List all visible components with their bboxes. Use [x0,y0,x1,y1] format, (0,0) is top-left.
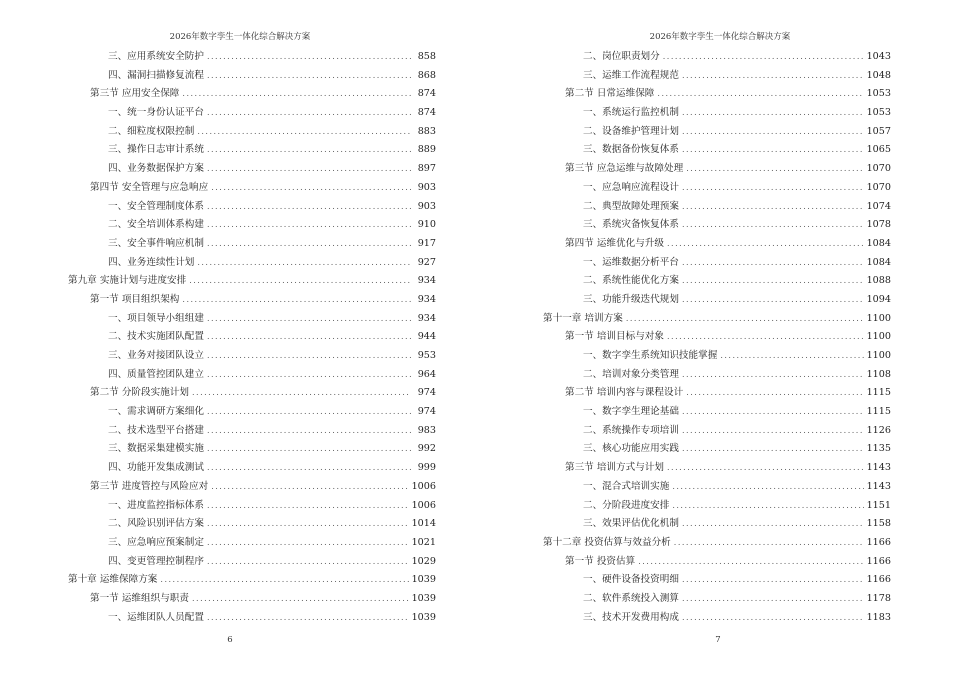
toc-entry-page: 858 [417,51,436,62]
toc-entry-title: 第九章 实施计划与进度安排 [68,275,187,287]
toc-entry[interactable] [68,104,436,123]
toc-entry-title: 四、质量管控团队建立 [108,368,204,380]
table-of-contents [68,48,436,627]
toc-entry[interactable] [68,384,436,403]
toc-entry-page: 1006 [411,499,436,511]
toc-leader-dots [207,67,411,86]
toc-entry[interactable] [68,553,436,572]
toc-leader-dots [189,272,411,291]
toc-leader-dots [211,478,408,497]
toc-entry[interactable] [543,198,891,217]
toc-entry-page: 1057 [866,125,891,137]
toc-entry-title: 三、应用系统安全防护 [108,51,204,62]
toc-leader-dots [672,497,863,516]
toc-leader-dots [638,553,863,572]
toc-entry-title: 四、功能开发集成测试 [108,462,204,474]
toc-leader-dots [674,534,864,553]
toc-entry-page: 1084 [866,237,891,249]
toc-entry[interactable] [543,48,891,67]
toc-leader-dots [657,85,863,104]
toc-entry-page: 1039 [411,592,436,604]
toc-entry[interactable] [68,310,436,329]
toc-leader-dots [207,440,411,459]
toc-leader-dots [626,310,864,329]
toc-entry-page: 1135 [866,443,891,455]
toc-entry-title: 三、运维工作流程规范 [583,69,679,81]
toc-leader-dots [682,141,864,160]
toc-leader-dots [682,403,864,422]
toc-entry[interactable] [543,328,891,347]
toc-entry-page: 1043 [866,51,891,62]
toc-entry[interactable] [543,160,891,179]
toc-entry-title: 第一节 运维组织与职责 [90,592,189,604]
toc-leader-dots [207,459,411,478]
toc-entry-page: 1053 [866,107,891,119]
toc-leader-dots [160,571,408,590]
toc-leader-dots [192,384,411,403]
toc-entry-title: 一、硬件设备投资明细 [583,574,679,586]
toc-entry-page: 1039 [411,574,436,586]
toc-entry[interactable] [68,459,436,478]
toc-leader-dots [682,422,864,441]
toc-entry-title: 三、操作日志审计系统 [108,144,204,156]
right-page [480,0,960,682]
toc-entry-title: 三、数据采集建模实施 [108,443,204,455]
page-number: 7 [715,635,721,645]
toc-leader-dots [667,459,864,478]
toc-entry-page: 999 [417,462,436,474]
toc-entry[interactable] [68,347,436,366]
toc-entry-title: 第一节 项目组织架构 [90,293,180,305]
toc-entry-page: 883 [417,125,436,137]
toc-entry[interactable] [543,571,891,590]
toc-entry-title: 一、混合式培训实施 [583,480,670,492]
toc-entry-page: 934 [417,275,436,287]
toc-entry[interactable] [543,291,891,310]
toc-leader-dots [197,123,411,142]
toc-entry-title: 三、功能升级迭代规划 [583,293,679,305]
toc-entry-page: 974 [417,387,436,399]
toc-entry-title: 一、运维数据分析平台 [583,256,679,268]
toc-leader-dots [207,609,409,628]
toc-entry-page: 903 [417,200,436,212]
toc-entry[interactable] [543,235,891,254]
toc-entry-title: 二、技术选型平台搭建 [108,424,204,436]
toc-entry-page: 983 [417,424,436,436]
toc-entry[interactable] [68,123,436,142]
toc-entry-page: 1006 [411,480,436,492]
toc-entry-title: 三、系统灾备恢复体系 [583,219,679,231]
toc-entry[interactable] [68,85,436,104]
toc-entry-title: 三、安全事件响应机制 [108,237,204,249]
toc-entry-title: 二、培训对象分类管理 [583,368,679,380]
toc-entry-page: 1183 [866,611,891,623]
toc-leader-dots [686,160,863,179]
toc-leader-dots [207,422,411,441]
toc-entry-title: 第四节 安全管理与应急响应 [90,181,209,193]
toc-entry-title: 二、系统性能优化方案 [583,275,679,287]
toc-leader-dots [207,104,411,123]
toc-leader-dots [207,160,411,179]
toc-entry-page: 1100 [866,312,891,324]
toc-entry-title: 三、技术开发费用构成 [583,611,679,623]
toc-entry-title: 二、细粒度权限控制 [108,125,195,137]
toc-leader-dots [682,67,864,86]
toc-leader-dots [207,48,411,67]
toc-leader-dots [682,590,864,609]
toc-entry-title: 四、漏洞扫描修复流程 [108,69,204,81]
toc-entry-title: 第三节 应急运维与故障处理 [565,163,684,175]
toc-leader-dots [682,123,864,142]
toc-entry[interactable] [68,478,436,497]
toc-leader-dots [686,384,863,403]
toc-entry[interactable] [543,534,891,553]
toc-entry-page: 874 [417,88,436,100]
toc-entry[interactable] [68,198,436,217]
toc-entry[interactable] [543,497,891,516]
toc-entry-page: 917 [417,237,436,249]
toc-leader-dots [682,571,864,590]
toc-entry-title: 三、数据备份恢复体系 [583,144,679,156]
toc-entry-page: 934 [417,312,436,324]
toc-entry-title: 第三节 应用安全保障 [90,88,180,100]
toc-entry[interactable] [68,609,436,628]
toc-leader-dots [682,609,864,628]
toc-entry[interactable] [543,272,891,291]
toc-entry[interactable] [543,553,891,572]
toc-leader-dots [207,235,411,254]
toc-entry[interactable] [543,384,891,403]
toc-entry-title: 一、运维团队人员配置 [108,611,204,623]
toc-entry-page: 1143 [866,462,891,474]
toc-entry-title: 三、效果评估优化机制 [583,518,679,530]
toc-entry-page: 1143 [866,480,891,492]
toc-entry-title: 第二节 培训内容与课程设计 [565,387,684,399]
toc-leader-dots [207,141,411,160]
toc-entry[interactable] [68,515,436,534]
toc-entry-page: 903 [417,181,436,193]
toc-entry[interactable] [68,422,436,441]
toc-entry-title: 一、数字孪生系统知识技能掌握 [583,350,718,361]
toc-leader-dots [682,366,864,385]
toc-entry-title: 四、业务连续性计划 [108,256,195,268]
toc-entry-page: 1178 [866,592,891,604]
toc-entry-title: 一、数字孪生理论基础 [583,406,679,418]
toc-entry-title: 四、业务数据保护方案 [108,163,204,175]
toc-entry-title: 四、变更管理控制程序 [108,555,204,567]
toc-entry-page: 1166 [866,574,891,586]
toc-entry[interactable] [543,216,891,235]
toc-leader-dots [192,590,409,609]
toc-leader-dots [197,254,411,273]
toc-entry-page: 964 [417,368,436,380]
toc-entry[interactable] [543,123,891,142]
toc-entry[interactable] [68,590,436,609]
toc-entry[interactable] [543,515,891,534]
toc-entry[interactable] [68,67,436,86]
toc-entry[interactable] [68,48,436,67]
toc-entry-title: 第二节 分阶段实施计划 [90,387,189,399]
toc-leader-dots [667,235,864,254]
toc-entry-page: 1166 [866,536,891,548]
page-header: 2026年数字孪生一体化综合解决方案 [169,32,311,42]
toc-entry-title: 二、安全培训体系构建 [108,219,204,231]
toc-entry-page: 868 [417,69,436,81]
toc-entry-page: 1070 [866,181,891,193]
toc-leader-dots [682,104,864,123]
toc-entry[interactable] [68,216,436,235]
toc-entry-page: 889 [417,144,436,156]
table-of-contents [543,48,891,627]
toc-entry-page: 1084 [866,256,891,268]
toc-entry[interactable] [68,291,436,310]
toc-entry-title: 第一节 投资估算 [565,555,636,567]
toc-entry-title: 一、项目领导小组组建 [108,312,204,324]
toc-entry-page: 1053 [866,88,891,100]
toc-leader-dots [672,478,863,497]
toc-entry-title: 二、软件系统投入测算 [583,592,679,604]
toc-leader-dots [207,553,409,572]
toc-entry-page: 1088 [866,275,891,287]
toc-entry[interactable] [543,590,891,609]
toc-entry[interactable] [68,497,436,516]
toc-entry-title: 第十章 运维保障方案 [68,574,158,586]
toc-entry-page: 1065 [866,144,891,156]
toc-entry-page: 1074 [866,200,891,212]
toc-leader-dots [207,497,409,516]
toc-entry[interactable] [543,179,891,198]
toc-entry[interactable] [68,328,436,347]
toc-entry-title: 三、业务对接团队设立 [108,350,204,361]
toc-entry[interactable] [68,272,436,291]
toc-entry-title: 第一节 培训目标与对象 [565,331,664,343]
toc-entry[interactable] [68,254,436,273]
toc-leader-dots [207,534,409,553]
toc-leader-dots [207,198,411,217]
page-number: 6 [227,635,233,645]
toc-entry-page: 1014 [411,518,436,530]
toc-leader-dots [682,254,864,273]
toc-entry-title: 一、进度监控指标体系 [108,499,204,511]
toc-entry[interactable] [543,67,891,86]
toc-leader-dots [682,179,864,198]
toc-leader-dots [207,515,409,534]
toc-entry-page: 910 [417,219,436,231]
toc-entry[interactable] [68,366,436,385]
toc-entry[interactable] [543,347,891,366]
toc-entry-title: 二、设备维护管理计划 [583,125,679,137]
toc-leader-dots [667,328,864,347]
toc-entry-title: 二、典型故障处理预案 [583,200,679,212]
toc-entry-page: 874 [417,107,436,119]
toc-entry-title: 二、风险识别评估方案 [108,518,204,530]
toc-entry-page: 1100 [866,331,891,343]
toc-entry-title: 第十二章 投资估算与效益分析 [543,536,671,548]
toc-entry-title: 第十一章 培训方案 [543,312,623,324]
toc-entry-title: 第二节 日常运维保障 [565,88,655,100]
toc-entry-page: 1070 [866,163,891,175]
toc-entry-page: 1100 [866,350,891,361]
toc-leader-dots [207,366,411,385]
toc-entry-title: 一、安全管理制度体系 [108,200,204,212]
toc-leader-dots [207,310,411,329]
toc-entry-page: 944 [417,331,436,343]
toc-entry-page: 953 [417,350,436,361]
page-header: 2026年数字孪生一体化综合解决方案 [649,32,791,42]
toc-entry-page: 1158 [866,518,891,530]
toc-leader-dots [207,347,411,366]
toc-leader-dots [207,403,411,422]
toc-leader-dots [211,179,411,198]
toc-leader-dots [207,328,411,347]
toc-entry-page: 1166 [866,555,891,567]
toc-leader-dots [682,272,864,291]
toc-leader-dots [682,291,864,310]
toc-entry[interactable] [68,141,436,160]
toc-leader-dots [720,347,863,366]
toc-entry-title: 一、系统运行监控机制 [583,107,679,119]
toc-leader-dots [207,216,411,235]
toc-leader-dots [663,48,864,67]
toc-leader-dots [182,85,411,104]
toc-entry[interactable] [543,104,891,123]
toc-entry-page: 897 [417,163,436,175]
toc-entry-page: 934 [417,293,436,305]
toc-entry-title: 一、应急响应流程设计 [583,181,679,193]
toc-entry[interactable] [543,478,891,497]
toc-entry-title: 第三节 进度管控与风险应对 [90,480,209,492]
toc-leader-dots [182,291,411,310]
toc-entry-page: 1021 [411,536,436,548]
toc-entry-title: 二、系统操作专项培训 [583,424,679,436]
toc-entry-page: 1048 [866,69,891,81]
toc-entry[interactable] [543,440,891,459]
toc-entry-page: 992 [417,443,436,455]
toc-entry[interactable] [68,440,436,459]
toc-entry-page: 974 [417,406,436,418]
toc-entry[interactable] [543,254,891,273]
toc-entry-title: 二、岗位职责划分 [583,51,660,62]
toc-leader-dots [682,440,864,459]
toc-entry[interactable] [543,310,891,329]
toc-entry-page: 1039 [411,611,436,623]
toc-entry-page: 1115 [866,387,891,399]
toc-entry[interactable] [68,235,436,254]
toc-entry[interactable] [543,366,891,385]
toc-entry-title: 一、统一身份认证平台 [108,107,204,119]
toc-entry[interactable] [543,422,891,441]
toc-entry-title: 第四节 运维优化与升级 [565,237,664,249]
toc-entry-page: 927 [417,256,436,268]
toc-entry[interactable] [68,571,436,590]
toc-leader-dots [682,515,864,534]
toc-entry[interactable] [543,141,891,160]
toc-entry[interactable] [68,179,436,198]
toc-entry-page: 1115 [866,406,891,418]
toc-entry[interactable] [68,403,436,422]
toc-entry-title: 三、核心功能应用实践 [583,443,679,455]
toc-entry-title: 一、需求调研方案细化 [108,406,204,418]
toc-entry[interactable] [543,459,891,478]
toc-entry-title: 三、应急响应预案制定 [108,536,204,548]
toc-entry-page: 1094 [866,293,891,305]
toc-entry-page: 1151 [866,499,891,511]
toc-entry[interactable] [543,403,891,422]
toc-leader-dots [682,216,864,235]
toc-entry[interactable] [543,85,891,104]
toc-entry-page: 1078 [866,219,891,231]
toc-entry-title: 第三节 培训方式与计划 [565,462,664,474]
toc-entry[interactable] [68,534,436,553]
toc-entry-page: 1108 [866,368,891,380]
toc-entry[interactable] [543,609,891,628]
toc-entry-page: 1126 [866,424,891,436]
toc-entry-title: 二、分阶段进度安排 [583,499,670,511]
toc-leader-dots [682,198,864,217]
toc-entry-title: 二、技术实施团队配置 [108,331,204,343]
toc-entry-page: 1029 [411,555,436,567]
toc-entry[interactable] [68,160,436,179]
